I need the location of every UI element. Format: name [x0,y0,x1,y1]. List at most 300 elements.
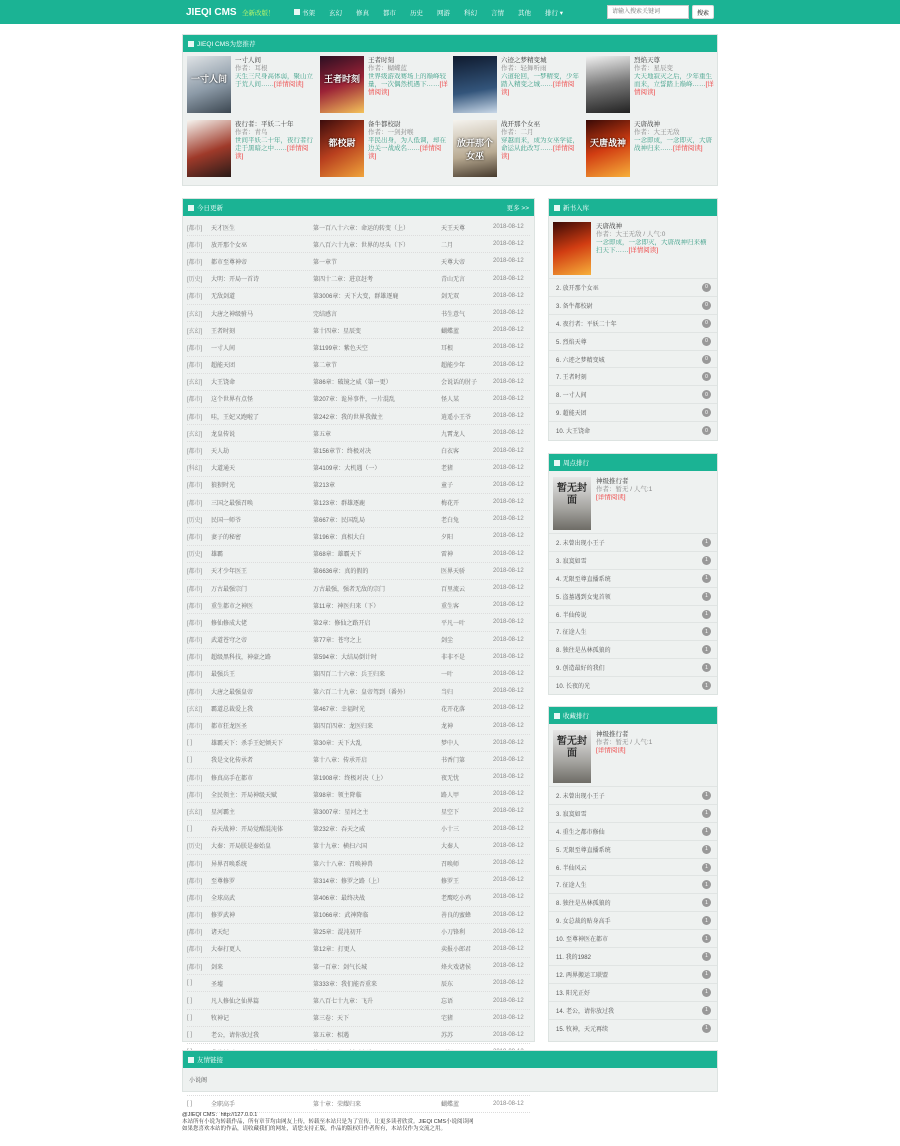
table-row [187,735,530,752]
list-item-title[interactable]: 10. 长夜的光 [556,684,591,691]
row-category[interactable]: [都市] [187,569,203,576]
collect-rank-feature[interactable] [549,724,717,786]
list-item[interactable] [549,893,717,911]
row-book-title[interactable]: 星河霸主 [211,809,236,816]
list-item-title[interactable]: 8. 独往是丛林孤狼的 [556,648,611,655]
list-item-title[interactable]: 13. 阳光正好 [556,990,591,997]
top-navbar [0,0,900,24]
book-detail-link[interactable]: [详情阅读] [368,145,442,160]
row-book-title[interactable]: 吞天战神：开局觉醒混沌体 [211,827,284,834]
click-rank-list [549,533,717,694]
book-desc-text: 穿越而来，成为女巫学徒，命运从此改写…… [501,137,579,152]
feature-book-title[interactable]: 神级推行者 [596,731,629,738]
row-chapter[interactable]: 第十八章：传承开启 [313,758,368,765]
list-item-title[interactable]: 5. 烈焰天尊 [556,339,587,346]
row-chapter[interactable]: 第一章节 [313,259,338,266]
row-book-title[interactable]: 我是文化传承者 [211,758,254,765]
table-row [187,494,530,511]
list-item[interactable] [549,332,717,350]
row-category[interactable]: [都市] [187,792,203,799]
row-chapter[interactable]: 第68章：雄霸天下 [313,552,362,559]
row-category[interactable]: [ ] [187,980,193,987]
table-row [187,408,530,425]
count-badge: 1 [702,916,711,925]
book-cover[interactable] [453,56,497,113]
book-title[interactable]: 天唐战神 [634,121,660,128]
list-item[interactable] [549,840,717,858]
list-item[interactable] [549,786,717,804]
row-category[interactable]: [玄幻] [187,311,203,318]
list-item-title[interactable]: 3. 寂寞如雪 [556,558,587,565]
nav-xiuzhen[interactable]: 修真 [356,9,369,17]
row-chapter[interactable]: 第1066章：武神降临 [313,913,369,920]
nav-bookshelf[interactable] [294,8,315,17]
row-category[interactable]: [玄幻] [187,380,203,387]
count-badge: 1 [702,592,711,601]
feature-detail-link[interactable]: [详情阅读] [628,247,659,254]
list-item-title[interactable]: 6. 半仙风云 [556,865,587,872]
search-button[interactable]: 搜索 [692,5,714,19]
row-category[interactable]: [都市] [187,345,203,352]
row-chapter[interactable]: 第六百二十九章：皇帝驾到（番外） [313,689,410,696]
row-book-title[interactable]: 异界召唤系统 [211,861,248,868]
list-item[interactable] [549,929,717,947]
list-item[interactable] [549,947,717,965]
nav-urban[interactable]: 都市 [383,9,396,17]
row-chapter[interactable]: 第六十八章：召唤神兽 [313,861,374,868]
row-category[interactable]: [都市] [187,586,203,593]
list-item[interactable] [549,622,717,640]
row-category[interactable]: [都市] [187,242,203,249]
book-detail-link[interactable]: [详情阅读] [501,145,575,160]
row-book-title[interactable]: 民国一师爷 [211,517,242,524]
list-item[interactable] [549,421,717,439]
row-category[interactable]: [都市] [187,483,203,490]
recommend-book[interactable] [586,56,719,114]
row-book-title[interactable]: 天才医生 [211,225,236,232]
row-book-title[interactable]: 这个世界有点怪 [211,397,254,404]
count-badge: 1 [702,538,711,547]
nav-game[interactable]: 网游 [437,9,450,17]
feature-book-title[interactable]: 神级推行者 [596,478,629,485]
row-chapter[interactable]: 第667章：民国乱局 [313,517,366,524]
row-category[interactable]: [ ] [187,756,193,763]
book-detail-link[interactable]: [详情阅读] [274,81,304,88]
row-category[interactable]: [都市] [187,620,203,627]
row-book-title[interactable]: 凡人修仙之仙界篇 [211,999,260,1006]
list-item-title[interactable]: 14. 老公，请你放过我 [556,1008,615,1015]
row-category[interactable]: [ ] [187,1100,193,1107]
row-book-title[interactable]: 龙皇传说 [211,431,236,438]
list-item[interactable] [549,533,717,551]
list-item[interactable] [549,569,717,587]
nav-romance[interactable]: 言情 [491,9,504,17]
row-book-title[interactable]: 全民领主：开局神级天赋 [211,792,278,799]
row-category[interactable]: [玄幻] [187,809,203,816]
list-item-title[interactable]: 2. 未曾出现小王子 [556,540,605,547]
row-category[interactable]: [都市] [187,638,203,645]
list-item[interactable] [549,640,717,658]
row-chapter[interactable]: 第594章：大结局倒计时 [313,655,378,662]
row-book-title[interactable]: 大秦：开局朕是秦始皇 [211,844,272,851]
list-item[interactable] [549,1019,717,1037]
row-book-title[interactable]: 诸天纪 [211,930,230,937]
row-chapter[interactable]: 第八百七十九章：飞升 [313,999,374,1006]
row-date: 2018-08-12 [493,705,524,712]
row-chapter[interactable]: 第一百八十六章：命运的转变（上） [313,225,410,232]
row-chapter[interactable]: 第25章：混沌初开 [313,930,362,937]
list-item[interactable] [549,314,717,332]
recommend-book[interactable] [453,56,586,114]
row-date: 2018-08-12 [493,447,524,454]
row-chapter[interactable]: 第196章：真相大白 [313,534,366,541]
row-category[interactable]: [ ] [187,739,193,746]
row-date: 2018-08-12 [493,963,524,970]
count-badge: 1 [702,791,711,800]
row-category[interactable]: [都市] [187,913,203,920]
book-detail-link[interactable]: [详情阅读] [501,81,575,96]
list-item[interactable] [549,605,717,623]
row-book-title[interactable]: 天人劫 [211,449,230,456]
row-category[interactable]: [历史] [187,517,203,524]
list-item[interactable] [549,658,717,676]
list-item[interactable] [549,350,717,368]
row-chapter[interactable]: 第五章：相遇 [313,1033,350,1040]
list-item-title[interactable]: 10. 至尊神医在都市 [556,937,609,944]
list-item[interactable] [549,1001,717,1019]
row-chapter[interactable]: 第十四章：星辰变 [313,328,362,335]
row-category[interactable]: [都市] [187,724,203,731]
list-item[interactable] [549,385,717,403]
list-item[interactable] [549,875,717,893]
list-item-title[interactable]: 9. 创造最好的我们 [556,666,605,673]
row-chapter[interactable]: 第406章：最终决战 [313,895,366,902]
row-chapter[interactable]: 第一百章：剑气长城 [313,964,368,971]
row-book-title[interactable]: 牧神记 [211,1016,230,1023]
book-title[interactable]: 夜行者：平妖二十年 [235,121,294,128]
book-title[interactable]: 战开那个女巫 [501,121,540,128]
book-title[interactable]: 王者时刻 [368,57,394,64]
new-books-feature[interactable] [549,216,717,278]
row-category[interactable]: [都市] [187,861,203,868]
row-category[interactable]: [都市] [187,672,203,679]
book-cover[interactable] [187,120,231,177]
row-chapter[interactable]: 第333章：我们能否重来 [313,981,378,988]
row-author: 平凡一叶 [441,620,466,627]
row-book-title[interactable]: 修仙修成大佬 [211,620,248,627]
row-category[interactable]: [都市] [187,964,203,971]
cover-placeholder-text: 暂无封面 [557,736,587,759]
click-rank-feature[interactable] [549,471,717,533]
row-chapter[interactable]: 第232章：吞天之威 [313,827,366,834]
row-chapter[interactable]: 第207章：诡异事件，一片混乱 [313,397,396,404]
book-title[interactable]: 一寸人间 [235,57,261,64]
list-item[interactable] [549,278,717,296]
list-item-title[interactable]: 3. 寂寞如雪 [556,811,587,818]
list-item-title[interactable]: 4. 无限至尊直播系统 [556,576,611,583]
row-chapter[interactable]: 第12章：打更人 [313,947,356,954]
list-item-title[interactable]: 15. 牧神，天元再续 [556,1026,609,1033]
row-category[interactable]: [都市] [187,930,203,937]
book-detail-link[interactable]: [详情阅读] [368,81,448,96]
row-chapter[interactable]: 第四百四章：龙医归来 [313,724,374,731]
row-chapter[interactable]: 第156章节：终极对决 [313,449,372,456]
list-item-title[interactable]: 12. 两界搬运工联盟 [556,972,609,979]
nav-scifi[interactable]: 科幻 [464,9,477,17]
book-detail-link[interactable]: [详情阅读] [235,145,309,160]
book-desc-text: 大天地寂灭之后，少年重生而来，立誓踏上巅峰…… [634,73,712,88]
recommend-book[interactable] [187,120,320,178]
row-book-title[interactable]: 狼狈时光 [211,483,236,490]
row-chapter[interactable]: 第11章：神医归来（下） [313,603,380,610]
row-book-title[interactable]: 大唐之最强皇帝 [211,689,254,696]
list-item-title[interactable]: 6. 六迹之梦精变城 [556,357,605,364]
list-item-title[interactable]: 10. 大王饶命 [556,429,591,436]
row-date: 2018-08-12 [493,722,524,729]
row-book-title[interactable]: 修真高手在都市 [211,775,254,782]
list-item[interactable] [549,911,717,929]
row-book-title[interactable]: 无敌剑道 [211,294,236,301]
list-item-title[interactable]: 7. 征途人生 [556,883,587,890]
row-category[interactable]: [都市] [187,449,203,456]
list-item-title[interactable]: 5. 无限至尊直播系统 [556,847,611,854]
row-book-title[interactable]: 至尊修罗 [211,878,236,885]
list-item-title[interactable]: 4. 重生之都市修仙 [556,829,605,836]
row-book-title[interactable]: 大唐之神级驸马 [211,311,254,318]
row-category[interactable]: [都市] [187,414,203,421]
list-item-title[interactable]: 4. 夜行者：平妖二十年 [556,321,617,328]
row-book-title[interactable]: 大奉打更人 [211,947,242,954]
list-item-title[interactable]: 9. 超能天团 [556,411,587,418]
book-detail-link[interactable]: [详情阅读] [673,145,703,152]
feature-book-desc [596,747,711,771]
row-category[interactable]: [都市] [187,363,203,370]
row-book-title[interactable]: 老公，请你放过我 [211,1033,260,1040]
row-chapter[interactable]: 第86章：破镜之威（第一更） [313,380,392,387]
list-item[interactable] [549,822,717,840]
list-item-title[interactable]: 2. 未曾出现小王子 [556,793,605,800]
row-author: 剑尘 [441,638,454,645]
nav-fantasy[interactable]: 玄幻 [329,9,342,17]
row-chapter[interactable]: 第242章：我的世界我做主 [313,414,384,421]
row-chapter[interactable]: 第1199章：紫色天空 [313,345,368,352]
row-category[interactable]: [ ] [187,1031,193,1038]
row-chapter[interactable]: 第123章：群雄逐鹿 [313,500,366,507]
recommend-book[interactable] [586,120,719,178]
row-book-title[interactable]: 一寸人间 [211,345,236,352]
count-badge: 0 [702,390,711,399]
row-book-title[interactable]: 万古最强宗门 [211,586,248,593]
book-cover[interactable] [553,730,591,783]
table-row [187,769,530,786]
row-category[interactable]: [都市] [187,878,203,885]
row-author: 花开花落 [441,706,466,713]
list-item-title[interactable]: 11. 我的1982 [556,954,591,961]
book-cover[interactable] [320,120,364,177]
list-item-title[interactable]: 7. 征途人生 [556,630,587,637]
list-item[interactable] [549,983,717,1001]
row-category[interactable]: [历史] [187,277,203,284]
row-chapter[interactable]: 第1908章：终极对决（上） [313,775,387,782]
list-item-title[interactable]: 7. 王者时刻 [556,375,587,382]
row-chapter[interactable]: 第3006章：天下大变，群雄逐鹿 [313,294,399,301]
row-book-title[interactable]: 最强兵王 [211,672,236,679]
row-book-title[interactable]: 妻子的秘密 [211,534,242,541]
row-book-title[interactable]: 全球高武 [211,895,236,902]
row-book-title[interactable]: 王者时刻 [211,328,236,335]
row-chapter[interactable]: 第30章：天下大乱 [313,741,362,748]
book-cover[interactable] [187,56,231,113]
search-input[interactable] [607,5,689,19]
book-detail-link[interactable]: [详情阅读] [634,81,714,96]
count-badge: 1 [702,574,711,583]
list-item[interactable] [549,587,717,605]
row-category[interactable]: [都市] [187,689,203,696]
list-item-title[interactable]: 8. 独往是丛林孤狼的 [556,901,611,908]
list-item[interactable] [549,551,717,569]
book-title[interactable]: 备牛都校尉 [368,121,401,128]
row-author: 雷神 [441,552,454,559]
list-item[interactable] [549,296,717,314]
row-category[interactable]: [都市] [187,225,203,232]
row-category[interactable]: [玄幻] [187,706,203,713]
recommend-book[interactable] [320,120,453,178]
row-category[interactable]: [玄幻] [187,431,203,438]
list-item[interactable] [549,676,717,694]
feature-detail-link[interactable]: [详情阅读] [596,747,626,754]
list-item-title[interactable]: 3. 备牛都校尉 [556,303,593,310]
row-chapter[interactable]: 第314章：修罗之路（上） [313,878,384,885]
row-book-title[interactable]: 重生都市之神医 [211,603,254,610]
table-row [187,1096,530,1113]
row-chapter[interactable]: 第四百二十六章：兵王归来 [313,672,386,679]
row-chapter[interactable]: 第八百六十九章：世界的尽头（下） [313,242,410,249]
nav-ranking-dropdown[interactable]: 排行 ▾ [545,9,564,17]
recommend-book[interactable] [187,56,320,114]
today-more-link[interactable]: 更多 >> [506,205,529,212]
row-chapter[interactable]: 第五章 [313,431,332,438]
nav-history[interactable]: 历史 [410,9,423,17]
book-title[interactable]: 烈焰天尊 [634,57,660,64]
list-item-title[interactable]: 6. 半仙传说 [556,612,587,619]
row-book-title[interactable]: 超能天团 [211,363,236,370]
row-book-title[interactable]: 全职高手 [211,1102,236,1109]
list-item-title[interactable]: 9. 女总裁的贴身高手 [556,919,611,926]
row-category[interactable]: [ ] [187,997,193,1004]
count-badge: 0 [702,301,711,310]
row-chapter[interactable]: 第十九章：横扫六国 [313,844,368,851]
row-chapter[interactable]: 第77章：苍穹之上 [313,638,362,645]
list-item-title[interactable]: 8. 一寸人间 [556,393,587,400]
recommend-book[interactable] [453,120,586,178]
list-item-title[interactable]: 5. 盗墓遇到女鬼首领 [556,594,611,601]
row-chapter[interactable]: 第十章：荣耀归来 [313,1102,362,1109]
row-category[interactable]: [历史] [187,844,203,851]
row-category[interactable]: [都市] [187,775,203,782]
row-category[interactable]: [都市] [187,500,203,507]
list-item[interactable] [549,965,717,983]
row-book-title[interactable]: 雄霸天下：杀手王妃倾天下 [211,741,284,748]
row-chapter[interactable]: 第6636章：真的假的 [313,569,369,576]
list-item[interactable] [549,403,717,421]
row-book-title[interactable]: 放开那个女巫 [211,242,248,249]
row-book-title[interactable]: 超级黑科技，神豪之路 [211,655,272,662]
row-category[interactable]: [ ] [187,825,193,832]
row-category[interactable]: [都市] [187,294,203,301]
row-chapter[interactable]: 第213章 [313,483,336,490]
row-book-title[interactable]: 三国之最强召唤 [211,500,254,507]
row-chapter[interactable]: 第98章：领主降临 [313,792,362,799]
row-chapter[interactable]: 第三卷：天下 [313,1016,350,1023]
row-book-title[interactable]: 大王饶命 [211,380,236,387]
book-cover[interactable] [553,222,591,275]
row-chapter[interactable]: 第二章节 [313,363,338,370]
row-book-title[interactable]: 大道通天 [211,466,236,473]
feature-book-title[interactable]: 天唐战神 [596,223,622,230]
row-date: 2018-08-12 [493,464,524,471]
row-book-title[interactable]: 霸道总裁爱上我 [211,706,254,713]
list-item[interactable] [549,367,717,385]
row-category[interactable]: [都市] [187,397,203,404]
row-chapter[interactable]: 完结感言 [313,311,338,318]
row-book-title[interactable]: 武道苍穹之帝 [211,638,248,645]
row-category[interactable]: [ ] [187,1014,193,1021]
row-chapter[interactable]: 第四十二章：进京赶考 [313,277,374,284]
list-item-title[interactable]: 2. 放开那个女巫 [556,285,599,292]
row-category[interactable]: [都市] [187,534,203,541]
row-author: 逍遥小王爷 [441,414,472,421]
row-date: 2018-08-12 [493,945,524,952]
new-books-title: 新书入库 [563,205,589,212]
recommend-book[interactable] [320,56,453,114]
list-item[interactable] [549,858,717,876]
row-book-title[interactable]: 都市狂龙医圣 [211,724,248,731]
row-book-title[interactable]: 圣墟 [211,981,224,988]
book-cover[interactable] [453,120,497,177]
nav-other[interactable]: 其他 [518,9,531,17]
row-category[interactable]: [都市] [187,603,203,610]
row-chapter[interactable]: 第467章：幸福时光 [313,706,366,713]
row-chapter[interactable]: 第2章：修仙之路开启 [313,620,371,627]
row-book-title[interactable]: 修罗武神 [211,913,236,920]
feature-detail-link[interactable]: [详情阅读] [596,494,626,501]
friend-link[interactable]: 小说阁 [189,1078,208,1084]
row-chapter[interactable]: 第4109章：大机遇（一） [313,466,381,473]
site-logo[interactable]: JIEQI CMS [186,6,237,18]
list-item[interactable] [549,804,717,822]
book-cover[interactable] [320,56,364,113]
row-book-title[interactable]: 雄霸 [211,552,224,559]
row-book-title[interactable]: 都市至尊神帝 [211,259,248,266]
row-book-title[interactable]: 剑来 [211,964,224,971]
row-category[interactable]: [都市] [187,259,203,266]
book-cover[interactable] [586,120,630,177]
book-cover[interactable] [586,56,630,113]
row-book-title[interactable]: 大明：开局一首诗 [211,277,260,284]
row-category[interactable]: [都市] [187,895,203,902]
row-category[interactable]: [都市] [187,947,203,954]
book-cover[interactable] [553,477,591,530]
row-category[interactable]: [都市] [187,655,203,662]
row-chapter[interactable]: 第3007章：星河之主 [313,809,369,816]
row-category[interactable]: [玄幻] [187,328,203,335]
row-category[interactable]: [科幻] [187,466,203,473]
row-book-title[interactable]: 天才少年医王 [211,569,248,576]
row-chapter[interactable]: 万古最强，强者无敌的宗门 [313,586,386,593]
row-book-title[interactable]: 哇，王妃又跑啦了 [211,414,260,421]
book-title[interactable]: 六迹之梦精变城 [501,57,547,64]
row-category[interactable]: [历史] [187,552,203,559]
